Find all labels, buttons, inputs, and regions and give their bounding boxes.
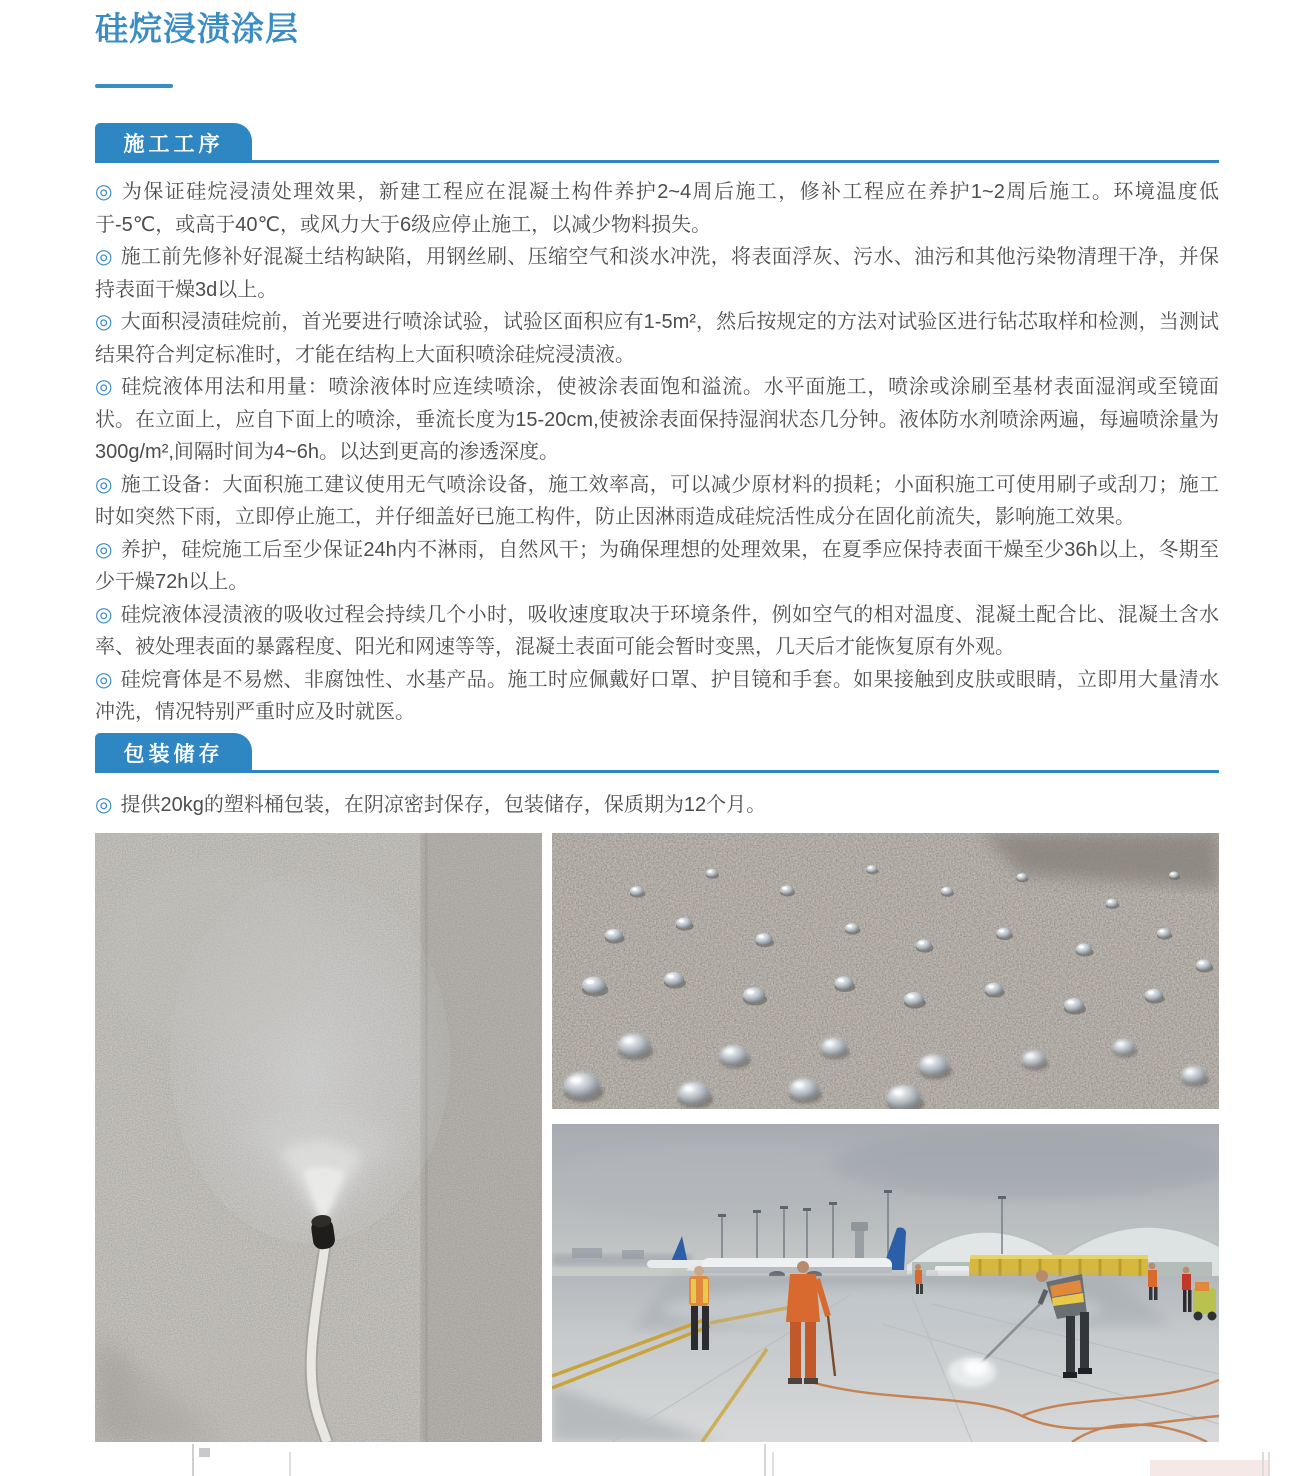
page-bottom-artifact <box>1268 1452 1270 1476</box>
packaging-storage-text <box>95 789 1219 822</box>
section-rule <box>95 160 1219 163</box>
paragraph <box>95 306 1219 371</box>
paragraph <box>95 789 1219 822</box>
bullet-icon: ◎ <box>95 376 114 398</box>
bullet-icon: ◎ <box>95 473 113 496</box>
paragraph-text: 提供20kg的塑料桶包装，在阴凉密封保存，包装储存，保质期为12个月。 <box>120 794 767 816</box>
paragraph <box>95 371 1219 469</box>
paragraph <box>95 664 1219 729</box>
bullet-icon: ◎ <box>95 603 113 626</box>
page-title: 硅烷浸渍涂层 <box>95 10 299 47</box>
page-bottom-artifact <box>1150 1460 1270 1476</box>
bullet-icon: ◎ <box>95 311 113 333</box>
photo-airport-apron-spraying <box>552 1124 1219 1442</box>
paragraph <box>95 534 1219 599</box>
photo-water-beading-surface <box>552 833 1219 1109</box>
paragraph-text: 大面积浸渍硅烷前，首光要进行喷涂试验，试验区面积应有1-5m²，然后按规定的方法对试验区进行钻芯取样和检测，当测试结果符合判定标准时，才能在结构上大面积喷涂硅烷浸渍液。 <box>95 311 1219 366</box>
bullet-icon: ◎ <box>95 181 114 203</box>
section-tab-packaging-storage <box>95 733 252 773</box>
paragraph-text: 硅烷液体用法和用量：喷涂液体时应连续喷涂，使被涂表面饱和溢流。水平面施工，喷涂或涂刷至基材表面湿润或至镜面状。在立面上，应自下面上的喷涂，垂流长度为15-20cm,使被涂表面保持湿润状态几分钟。液体防水剂喷涂两遍，每遍喷涂量为300g/m²,间隔时间为4~6h。以达到更高的渗透深度。 <box>95 376 1220 463</box>
paragraph-text: 为保证硅烷浸渍处理效果，新建工程应在混凝土构件养护2~4周后施工，修补工程应在养护1~2周后施工。环境温度低于-5℃，或高于40℃，或风力大于6级应停止施工，以减少物料损失。 <box>95 181 1219 236</box>
page-bottom-artifact <box>772 1452 774 1476</box>
page-bottom-artifact <box>764 1444 766 1476</box>
bullet-icon: ◎ <box>95 246 113 268</box>
section-tab-label: 包装储存 <box>123 743 224 766</box>
section-header-packaging-storage <box>95 733 1219 773</box>
bullet-icon: ◎ <box>95 538 113 561</box>
bullet-icon: ◎ <box>95 668 113 691</box>
paragraph-text: 硅烷膏体是不易燃、非腐蚀性、水基产品。施工时应佩戴好口罩、护目镜和手套。如果接触到皮肤或眼睛，立即用大量清水冲洗，情况特别严重时应及时就医。 <box>95 668 1219 723</box>
paragraph-text: 养护，硅烷施工后至少保证24h内不淋雨，自然风干；为确保理想的处理效果，在夏季应保持表面干燥至少36h以上，冬期至少干燥72h以上。 <box>95 538 1219 593</box>
page-bottom-artifact <box>289 1452 291 1476</box>
page-bottom-artifact <box>199 1448 210 1457</box>
bullet-icon: ◎ <box>95 794 113 816</box>
paragraph-text: 施工设备：大面积施工建议使用无气喷涂设备，施工效率高，可以减少原材料的损耗；小面积施工可使用刷子或刮刀；施工时如突然下雨，立即停止施工，并仔细盖好已施工构件，防止因淋雨造成硅烷活性成分在固化前流失，影响施工效果。 <box>95 473 1219 528</box>
photo-silane-spray-wall <box>95 833 542 1442</box>
paragraph-text: 施工前先修补好混凝土结构缺陷，用钢丝刷、压缩空气和淡水冲洗，将表面浮灰、污水、油污和其他污染物清理干净，并保持表面干燥3d以上。 <box>95 246 1219 301</box>
page-bottom-artifact <box>1262 1452 1264 1476</box>
paragraph <box>95 241 1219 306</box>
paragraph <box>95 469 1219 534</box>
section-header-construction-procedure <box>95 123 1219 163</box>
section-tab-label: 施工工序 <box>123 133 224 156</box>
paragraph <box>95 176 1219 241</box>
page-bottom-artifact <box>192 1444 194 1476</box>
paragraph-text: 硅烷液体浸渍液的吸收过程会持续几个小时，吸收速度取决于环境条件，例如空气的相对温度、混凝土配合比、混凝土含水率、被处理表面的暴露程度、阳光和网速等等，混凝土表面可能会暂时变黑，几天后才能恢复原有外观。 <box>95 603 1219 658</box>
construction-procedure-text <box>95 176 1219 729</box>
title-underline <box>95 84 173 88</box>
section-tab-construction-procedure <box>95 123 252 163</box>
paragraph <box>95 599 1219 664</box>
section-rule <box>95 770 1219 773</box>
